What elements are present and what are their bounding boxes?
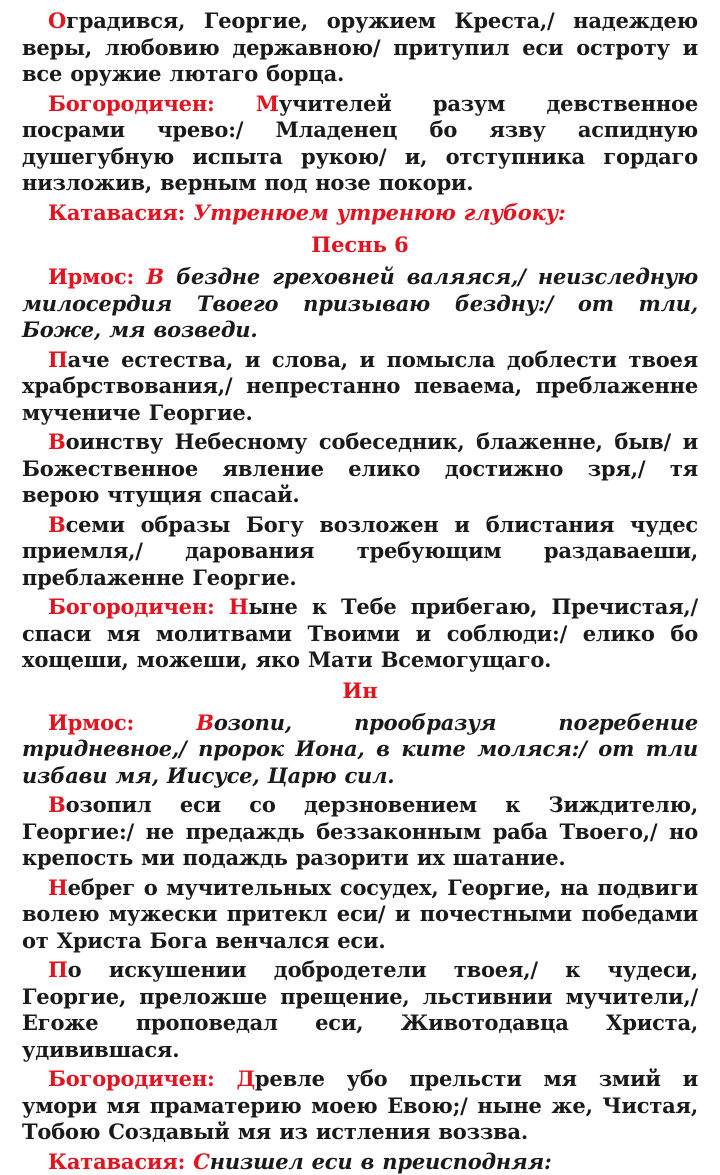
troparion-1: [22, 8, 698, 88]
theotokion-2: [22, 594, 698, 674]
irmos-6-other: [22, 710, 698, 790]
drop-initial: П: [48, 347, 68, 372]
troparion-6: [22, 875, 698, 955]
rubric-label: Ирмос:: [48, 264, 146, 289]
paragraph-text: оинству Небесному собеседник, блаженне, быв/ и Божественное явление елико достижно зря,/ тя верою чтущия спасай.: [22, 429, 698, 507]
ode-6-heading: Песнь 6: [22, 231, 698, 259]
drop-initial: Н: [229, 594, 249, 619]
drop-initial: М: [256, 91, 279, 116]
paragraph-text: учителей разум девственное посрами чрево:/ Младенец бо язву аспидную душегубную испыта рукою/ и, отступника гордаго низложив, верным под нозе покори.: [22, 91, 698, 196]
katavasia-6: [22, 1149, 698, 1175]
paragraph-text: озопи, прообразуя погребение тридневное,/ пророк Иона, в ките моляся:/ от тли избави мя, Иисусе, Царю сил.: [22, 710, 698, 788]
drop-initial: В: [48, 429, 66, 454]
other-canon-heading: Ин: [22, 677, 698, 705]
irmos-6: [22, 264, 698, 344]
drop-initial: О: [48, 8, 66, 33]
paragraph-text: о искушении добродетели твоея,/ к чудеси, Георгие, преложше прещение, льстивнии мучители,/ Егоже проповедал еси, Животодавца Христа, удивившася.: [22, 957, 698, 1062]
drop-initial: П: [48, 957, 68, 982]
theotokion-3: [22, 1066, 698, 1146]
troparion-2: [22, 347, 698, 427]
paragraph-text: градився, Георгие, оружием Креста,/ надеждею веры, любовию державною/ притупил еси остроту и все оружие лютаго борца.: [22, 8, 698, 86]
drop-initial: С: [193, 1149, 210, 1174]
troparion-7: [22, 957, 698, 1063]
rubric-label: Богородичен:: [48, 594, 229, 619]
paragraph-text: озопил еси со дерзновением к Зиждителю, Георгие:/ не предаждь беззаконным раба Твоего,/ но крепость ми подаждь разорити их шатание.: [22, 792, 698, 870]
drop-initial: В: [146, 264, 164, 289]
rubric-label: Ирмос:: [48, 710, 196, 735]
troparion-4: [22, 512, 698, 592]
paragraph-text: низшел еси в преисподняя:: [210, 1149, 552, 1174]
paragraph-text: ыне к Тебе прибегаю, Пречистая,/ спаси мя молитвами Твоими и соблюди:/ елико бо хощеши, можеши, яко Мати Всемогущаго.: [22, 594, 698, 672]
drop-initial: В: [196, 710, 214, 735]
rubric-label: Богородичен:: [48, 91, 256, 116]
paragraph-text: Утренюем утренюю глубоку:: [193, 200, 565, 225]
drop-initial: Д: [236, 1066, 254, 1091]
paragraph-text: ебрег о мучительных сосудех, Георгие, на подвиги волею мужески притекл еси/ и почестными победами от Христа Бога венчался еси.: [22, 875, 698, 953]
drop-initial: В: [48, 512, 66, 537]
rubric-label: Катавасия:: [48, 200, 193, 225]
troparion-5: [22, 792, 698, 872]
paragraph-text: семи образы Богу возложен и блистания чудес приемля,/ дарования требующим раздаваеши, преблаженне Георгие.: [22, 512, 698, 590]
rubric-label: Богородичен:: [48, 1066, 236, 1091]
drop-initial: Н: [48, 875, 68, 900]
theotokion-1: [22, 91, 698, 197]
troparion-3: [22, 429, 698, 509]
drop-initial: В: [48, 792, 66, 817]
paragraph-text: бездне греховней валяяся,/ неизследную милосердия Твоего призываю бездну:/ от тли, Боже, мя возведи.: [22, 264, 698, 342]
paragraph-text: аче естества, и слова, и помысла доблести твоея храбрствования,/ непрестанно певаема, преблаженне мучениче Георгие.: [22, 347, 698, 425]
rubric-label: Катавасия:: [48, 1149, 193, 1174]
paragraph-text: ревле убо прельсти мя змий и умори мя праматерию моею Евою;/ ныне же, Чистая, Тобою Создавый мя из истления воззва.: [22, 1066, 698, 1144]
katavasia-5: [22, 200, 698, 227]
